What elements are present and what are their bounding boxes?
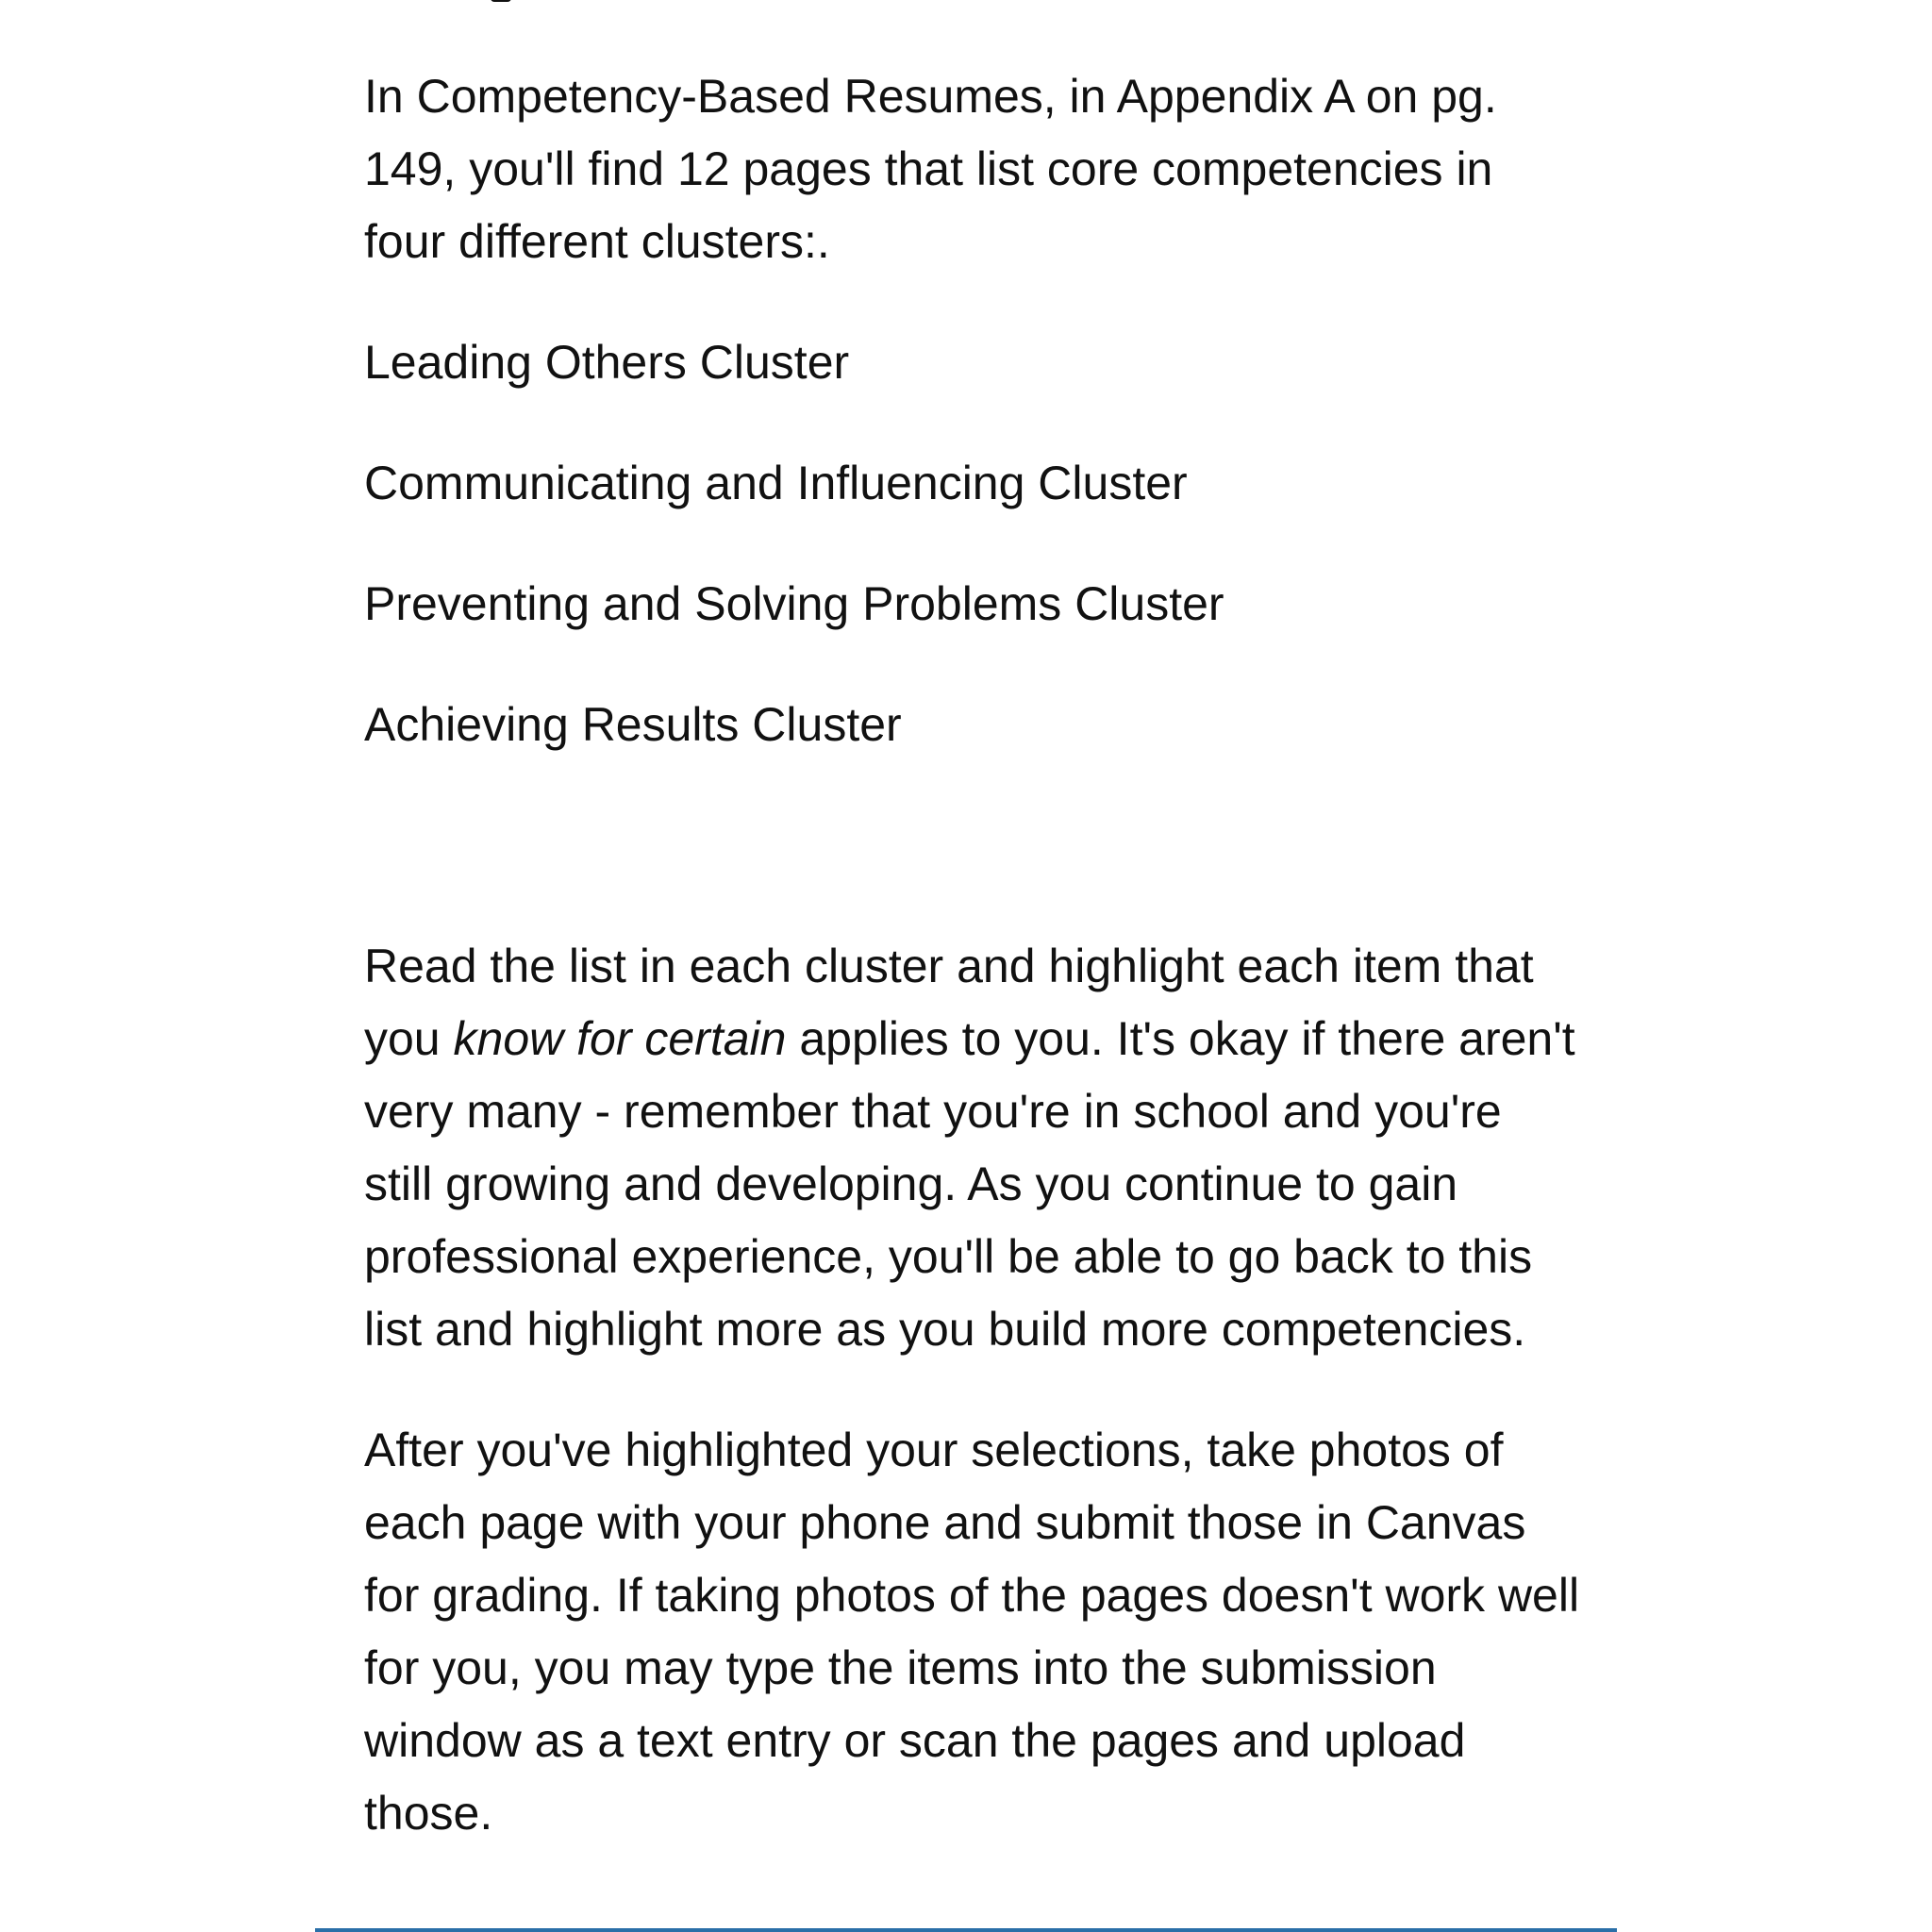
highlight-instructions-paragraph: [364, 930, 1581, 1366]
cropped-text-fragment: [491, 0, 511, 2]
assignment-body: [364, 60, 1581, 1850]
cluster-list: [364, 326, 1581, 761]
intro-paragraph: In Competency-Based Resumes, in Appendix A on pg. 149, you'll find 12 pages that list core competencies in four different clusters:.: [364, 70, 1497, 268]
submission-instructions-paragraph: After you've highlighted your selections, take photos of each page with your phone and submit those in Canvas for grading. If taking photos of the pages doesn't work well for you, you may type the items into the submission window as a text entry or scan the pages and upload those.: [364, 1424, 1580, 1840]
cluster-item: Communicating and Influencing Cluster: [364, 457, 1188, 509]
content-bottom-border: [315, 1928, 1617, 1932]
cluster-item: Leading Others Cluster: [364, 336, 850, 389]
instructions-section: [364, 930, 1581, 1850]
blank-line: [364, 761, 1581, 930]
emphasis-know-for-certain: know for certain: [453, 1012, 787, 1065]
cluster-item: Achieving Results Cluster: [364, 698, 902, 751]
instructions-text-end: applies to you. It's okay if there aren't very many - remember that you're in school and you're still growing and developing. As you continue to gain professional experience, you'll be able to go back to this list and highlight more as you build more competencies.: [364, 1012, 1575, 1356]
cluster-item: Preventing and Solving Problems Cluster: [364, 577, 1224, 630]
instructions-text-start: Read the list in each cluster and highlight each item that you: [364, 940, 1534, 1065]
